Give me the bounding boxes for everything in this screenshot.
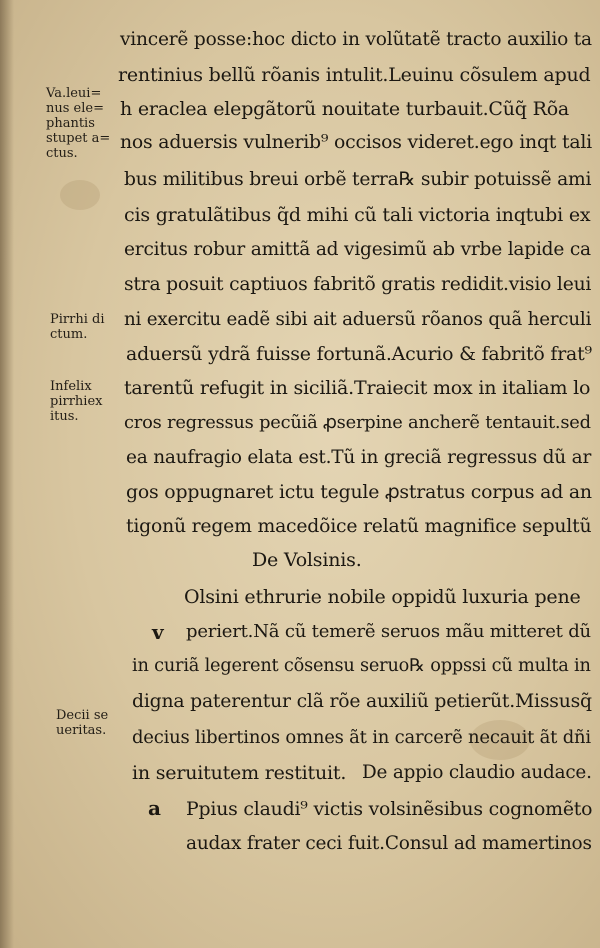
section-heading: De Volsinis. (252, 549, 362, 571)
margin-note-line: ctum. (50, 327, 88, 342)
margin-note-line: itus. (50, 409, 79, 424)
text-line: stra posuit captiuos fabritõ gratis redidit.visio leui (124, 274, 592, 295)
text-line: Ppius claudi⁹ victis volsinẽsibus cognomẽto (186, 798, 593, 820)
text-line: tigonũ regem macedõice relatũ magnifice sepultũ (126, 516, 592, 537)
initial-guide-letter: v (152, 620, 164, 644)
margin-note-line: ctus. (46, 146, 78, 161)
text-line: decius libertinos omnes ãt in carcerẽ necauit ãt dñi (132, 727, 591, 748)
text-line: bus militibus breui orbẽ terra℞ subir potuissẽ ami (124, 169, 592, 190)
margin-note-line: Infelix (50, 379, 92, 394)
margin-note (46, 86, 110, 161)
margin-note (50, 379, 102, 424)
text-line: aduersũ ydrã fuisse fortunã.Acurio & fabritõ frat⁹ (126, 343, 592, 365)
text-line: ni exercitu eadẽ sibi ait aduersũ rõanos quã herculi (124, 309, 592, 330)
margin-note-line: pirrhiex (50, 394, 103, 409)
text-line: nos aduersis vulnerib⁹ occisos videret.ego inqt tali (120, 132, 592, 153)
margin-note (50, 312, 104, 342)
text-line: Olsini ethrurie nobile oppidũ luxuria pene (184, 586, 581, 608)
margin-note (56, 708, 108, 738)
margin-note-line: Va.leui= (46, 86, 102, 101)
text-line: cros regressus pecũiã ꝓserpine ancherẽ tentauit.sed (124, 412, 591, 433)
text-line: vincerẽ posse:hoc dicto in volũtatẽ tracto auxilio ta (120, 29, 592, 50)
text-line: audax frater ceci fuit.Consul ad mamertinos (186, 833, 592, 854)
margin-note-line: phantis (46, 116, 95, 131)
margin-note-line: Pirrhi di (50, 312, 105, 327)
margin-note-line: Decii se (56, 708, 109, 723)
text-line: ea naufragio elata est.Tũ in greciã regressus dũ ar (126, 447, 592, 468)
initial-guide-letter: a (148, 796, 161, 820)
margin-note-line: ueritas. (56, 723, 107, 738)
text-line: digna paterentur clã rõe auxiliũ petierũt.Missusq̃ (132, 691, 592, 712)
margin-note-line: stupet a= (46, 131, 111, 146)
margin-note-line: nus ele= (46, 101, 104, 116)
text-line: rentinius bellũ rõanis intulit.Leuinu cõsulem apud (118, 64, 591, 86)
text-line: in seruitutem restituit. (132, 762, 347, 784)
text-line: periert.Nã cũ temerẽ seruos mãu mitteret dũ (186, 621, 591, 642)
text-line: gos oppugnaret ictu tegule ꝓstratus corpus ad an (126, 481, 592, 503)
section-heading: De appio claudio audace. (362, 762, 592, 783)
text-line: in curiã legerent cõsensu seruo℞ oppssi cũ multa in (132, 656, 591, 676)
text-line: h eraclea elepgãtorũ nouitate turbauit.Cũq̃ Rõa (120, 98, 570, 120)
text-line: ercitus robur amittã ad vigesimũ ab vrbe lapide ca (124, 239, 591, 260)
text-line: tarentũ refugit in siciliã.Traiecit mox in italiam lo (124, 377, 591, 399)
text-line: cis gratulãtibus q̃d mihi cũ tali victoria inqtubi ex (124, 204, 591, 226)
